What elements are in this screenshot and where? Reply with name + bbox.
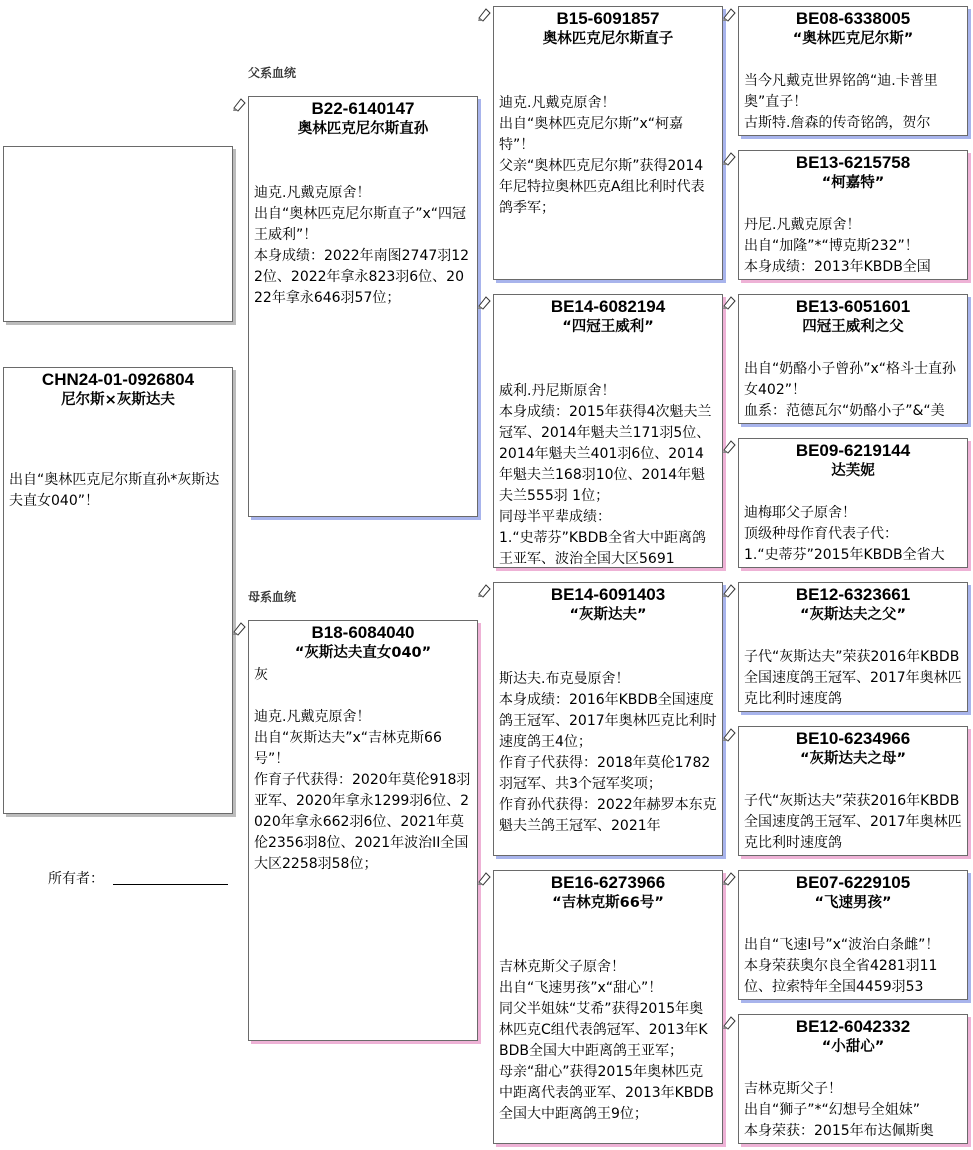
dam-dam-description: 吉林克斯父子原舍！ 出自“飞速男孩”x“甜心”！ 同父半姐妹“艾希”获得2015年奥林匹克C组代表鸽冠军、2013年KBDB全国大中距离鸽王亚军； 母亲“甜心”获得2015年奥林匹克中距离代表鸽亚军、2013年KBDB全国大中距离鸽王9位； bbox=[499, 959, 714, 1122]
ssd-name: “柯嘉特” bbox=[821, 175, 885, 191]
ddd-ring-number: BE12-6042332 bbox=[795, 1017, 911, 1036]
pencil-edit-icon[interactable] bbox=[722, 870, 738, 886]
ddd-name: “小甜心” bbox=[821, 1039, 885, 1055]
subject-name: 尼尔斯×灰斯达夫 bbox=[61, 392, 175, 408]
sds-ring-number: BE13-6051601 bbox=[795, 297, 911, 316]
pencil-edit-icon[interactable] bbox=[722, 294, 738, 310]
sss-description: 当今凡戴克世界铭鸽“迪.卡普里奥”直子！ 古斯特.詹森的传奇铭鸽，贺尔 bbox=[744, 73, 938, 131]
dam-dam-ring-number: BE16-6273966 bbox=[550, 873, 666, 892]
sire-dam-name: “四冠王威利” bbox=[562, 319, 654, 335]
dds-description: 出自“飞速I号”x“波治白条雌”！ 本身荣获奥尔良全省4281羽11位、拉索特年全国4459羽53 bbox=[744, 937, 940, 995]
sire-sire-card bbox=[493, 6, 723, 280]
dss-card bbox=[738, 582, 968, 712]
sdd-name: 达芙妮 bbox=[831, 463, 875, 479]
dsd-ring-number: BE10-6234966 bbox=[795, 729, 911, 748]
subject-description: 出自“奥林匹克尼尔斯直孙*灰斯达夫直女040”！ bbox=[9, 472, 220, 509]
photo-frame bbox=[3, 146, 233, 322]
sds-card bbox=[738, 294, 968, 424]
pencil-edit-icon[interactable] bbox=[722, 150, 738, 166]
dss-name: “灰斯达夫之父” bbox=[799, 607, 907, 623]
owner-signature-line bbox=[113, 884, 228, 885]
dam-ring-number: B18-6084040 bbox=[311, 623, 415, 642]
sire-sire-description: 迪克.凡戴克原舍！ 出自“奥林匹克尼尔斯”x“柯嘉特”！ 父亲“奥林匹克尼尔斯”获得2014年尼特拉奥林匹克A组比利时代表鸽季军； bbox=[499, 95, 705, 216]
pencil-edit-icon[interactable] bbox=[477, 870, 493, 886]
dss-description: 子代“灰斯达夫”荣获2016年KBDB全国速度鸽王冠军、2017年奥林匹克比利时速度鸽 bbox=[744, 649, 962, 707]
sire-dam-card bbox=[493, 294, 723, 568]
pencil-edit-icon[interactable] bbox=[722, 726, 738, 742]
dds-ring-number: BE07-6229105 bbox=[795, 873, 911, 892]
dsd-card bbox=[738, 726, 968, 856]
ssd-description: 丹尼.凡戴克原舍！ 出自“加隆”*“博克斯232”！ 本身成绩：2013年KBDB全国 bbox=[744, 217, 931, 275]
sire-ring-number: B22-6140147 bbox=[311, 99, 415, 118]
sire-line-label: 父系血统 bbox=[248, 66, 297, 80]
dam-name: “灰斯达夫直女040” bbox=[294, 645, 432, 661]
sire-name: 奥林匹克尼尔斯直孙 bbox=[297, 121, 429, 137]
dsd-description: 子代“灰斯达夫”荣获2016年KBDB全国速度鸽王冠军、2017年奥林匹克比利时速度鸽 bbox=[744, 793, 962, 851]
sss-card bbox=[738, 6, 968, 136]
pencil-edit-icon[interactable] bbox=[722, 1014, 738, 1030]
pencil-edit-icon[interactable] bbox=[477, 582, 493, 598]
dam-description: 灰 迪克.凡戴克原舍！ 出自“灰斯达夫”x“吉林克斯66号”！ 作育子代获得：2020年莫伦918羽亚军、2020年拿永1299羽6位、2020年拿永662羽6位、2021年莫伦2356羽8位、2021年波治II全国大区2258羽58位； bbox=[254, 667, 471, 872]
sss-ring-number: BE08-6338005 bbox=[795, 9, 911, 28]
sds-description: 出自“奶酪小子曾孙”x“格斗士直孙女402”！ 血系：范德瓦尔“奶酪小子”&“美 bbox=[744, 361, 957, 419]
pencil-edit-icon[interactable] bbox=[477, 6, 493, 22]
pencil-edit-icon[interactable] bbox=[232, 96, 248, 112]
sire-dam-description: 威利.丹尼斯原舍！ 本身成绩：2015年获得4次魁夫兰冠军、2014年魁夫兰171羽5位、2014年魁夫兰401羽6位、2014年魁夫兰168羽10位、2014年魁夫兰555羽 1位； 同母半平辈成绩： 1.“史蒂芬”KBDB全省大中距离鸽王亚军、波治全国大区5691 bbox=[499, 383, 712, 567]
subject-card bbox=[3, 367, 233, 814]
pencil-edit-icon[interactable] bbox=[477, 294, 493, 310]
ssd-ring-number: BE13-6215758 bbox=[795, 153, 911, 172]
dam-sire-card bbox=[493, 582, 723, 856]
subject-ring-number: CHN24-01-0926804 bbox=[41, 370, 195, 389]
dsd-name: “灰斯达夫之母” bbox=[799, 751, 907, 767]
dam-dam-card bbox=[493, 870, 723, 1144]
sds-name: 四冠王威利之父 bbox=[802, 319, 904, 335]
pencil-edit-icon[interactable] bbox=[722, 6, 738, 22]
dam-dam-name: “吉林克斯66号” bbox=[552, 895, 664, 911]
sdd-card bbox=[738, 438, 968, 568]
dds-card bbox=[738, 870, 968, 1000]
pencil-edit-icon[interactable] bbox=[722, 582, 738, 598]
ssd-card bbox=[738, 150, 968, 280]
dam-sire-ring-number: BE14-6091403 bbox=[550, 585, 666, 604]
sire-sire-name: 奥林匹克尼尔斯直子 bbox=[542, 31, 674, 47]
dam-card bbox=[248, 620, 478, 1041]
ddd-description: 吉林克斯父子！ 出自“狮子”*“幻想号全姐妹” 本身荣获：2015年布达佩斯奥 bbox=[744, 1081, 934, 1139]
dam-sire-name: “灰斯达夫” bbox=[569, 607, 647, 623]
pencil-edit-icon[interactable] bbox=[722, 438, 738, 454]
dam-line-label: 母系血统 bbox=[248, 590, 297, 604]
dam-sire-description: 斯达夫.布克曼原舍！ 本身成绩：2016年KBDB全国速度鸽王冠军、2017年奥林匹克比利时速度鸽王4位； 作育子代获得：2018年莫伦1782羽冠军、共3个冠军奖项； 作育孙代获得：2022年赫罗本东克魁夫兰鸽王冠军、2021年 bbox=[499, 671, 717, 834]
sire-description: 迪克.凡戴克原舍！ 出自“奥林匹克尼尔斯直子”x“四冠王威利”！ 本身成绩：2022年南图2747羽122位、2022年拿永823羽6位、2022年拿永646羽57位； bbox=[254, 185, 470, 306]
sire-card bbox=[248, 96, 478, 517]
dss-ring-number: BE12-6323661 bbox=[795, 585, 911, 604]
sdd-description: 迪梅耶父子原舍！ 顶级种母作育代表子代： 1.“史蒂芬”2015年KBDB全省大 bbox=[744, 505, 945, 563]
ddd-card bbox=[738, 1014, 968, 1144]
pencil-edit-icon[interactable] bbox=[232, 620, 248, 636]
sss-name: “奥林匹克尼尔斯” bbox=[792, 31, 914, 47]
sire-sire-ring-number: B15-6091857 bbox=[556, 9, 660, 28]
sire-dam-ring-number: BE14-6082194 bbox=[550, 297, 666, 316]
dds-name: “飞速男孩” bbox=[814, 895, 892, 911]
owner-label: 所有者： bbox=[48, 871, 104, 887]
sdd-ring-number: BE09-6219144 bbox=[795, 441, 911, 460]
